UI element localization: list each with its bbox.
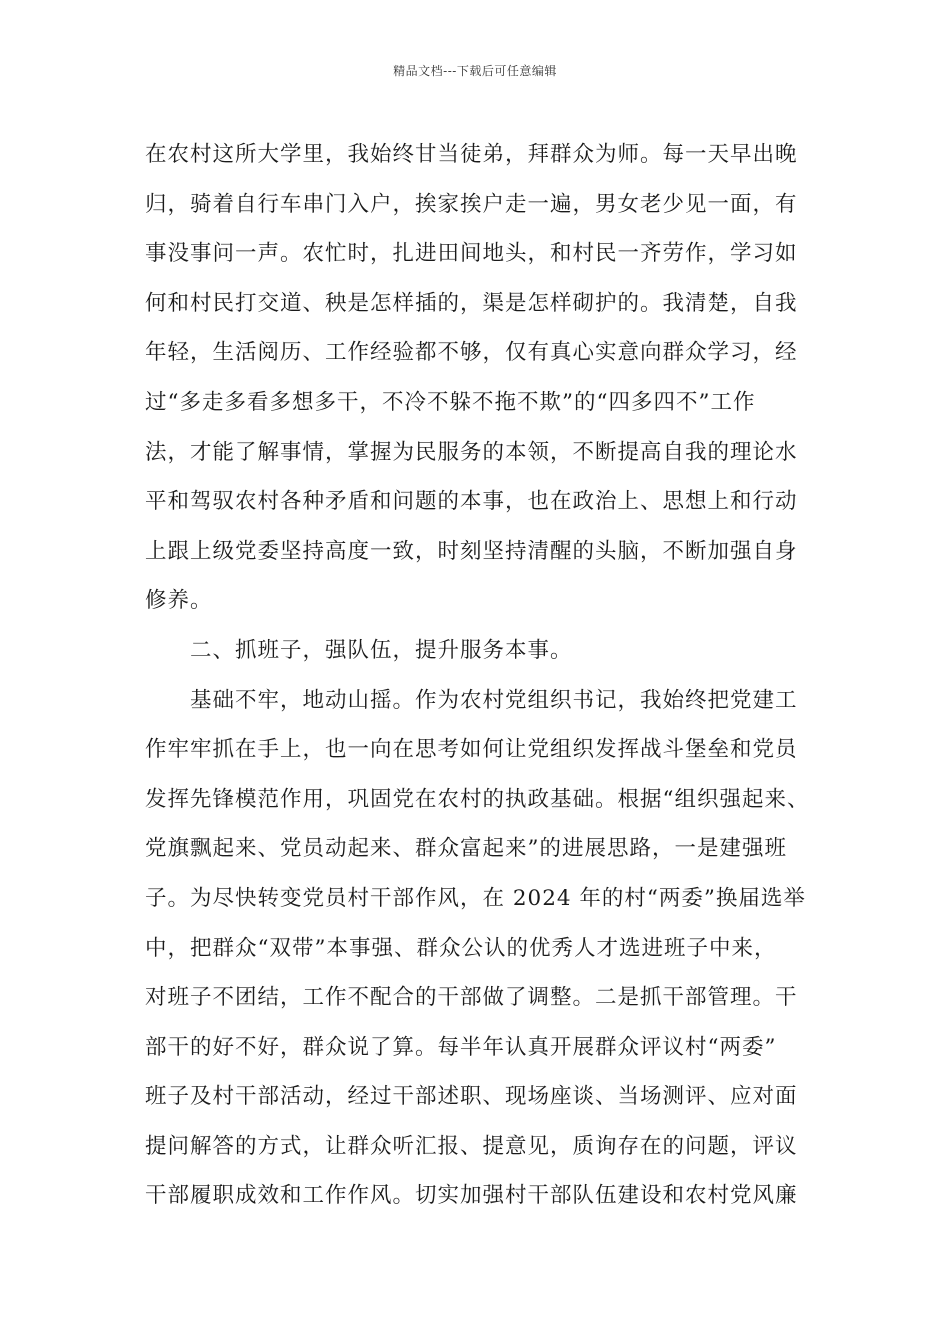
text-line: 年轻，生活阅历、工作经验都不够，仅有真心实意向群众学习，经 — [145, 340, 798, 366]
text-line: 部干的好不好，群众说了算。每半年认真开展群众评议村“两委” — [145, 1034, 777, 1060]
text-line: 归，骑着自行车串门入户，挨家挨户走一遍，男女老少见一面，有 — [145, 191, 798, 217]
text-line: 提问解答的方式，让群众听汇报、提意见，质询存在的问题，评议 — [145, 1133, 798, 1159]
text-line: 过“多走多看多想多干，不冷不躲不拖不欺”的“四多四不”工作 — [145, 389, 756, 415]
text-line: 作牢牢抓在手上，也一向在思考如何让党组织发挥战斗堡垒和党员 — [145, 737, 798, 763]
text-line: 法，才能了解事情，掌握为民服务的本领，不断提高自我的理论水 — [145, 439, 798, 465]
page-header: 精品文档---下载后可任意编辑 — [393, 64, 557, 78]
text-line: 班子及村干部活动，经过干部述职、现场座谈、当场测评、应对面 — [145, 1084, 798, 1110]
text-line: 对班子不团结，工作不配合的干部做了调整。二是抓干部管理。干 — [145, 985, 798, 1011]
text-line: 党旗飘起来、党员动起来、群众富起来”的进展思路，一是建强班 — [145, 836, 787, 862]
section-heading: 二、抓班子，强队伍，提升服务本事。 — [190, 637, 573, 663]
text-line: 干部履职成效和工作作风。切实加强村干部队伍建设和农村党风廉 — [145, 1183, 798, 1209]
text-line: 在农村这所大学里，我始终甘当徒弟，拜群众为师。每一天早出晚 — [145, 142, 798, 167]
text-line: 平和驾驭农村各种矛盾和问题的本事，也在政治上、思想上和行动 — [145, 489, 798, 515]
text-line: 基础不牢，地动山摇。作为农村党组织书记，我始终把党建工 — [190, 687, 798, 713]
text-line: 何和村民打交道、秧是怎样插的，渠是怎样砌护的。我清楚，自我 — [145, 290, 798, 316]
text-line: 上跟上级党委坚持高度一致，时刻坚持清醒的头脑，不断加强自身 — [145, 538, 798, 564]
text-line: 子。为尽快转变党员村干部作风，在 2024 年的村“两委”换届选举 — [145, 885, 806, 911]
text-line: 事没事问一声。农忙时，扎进田间地头，和村民一齐劳作，学习如 — [145, 241, 798, 267]
text-line: 中，把群众“双带”本事强、群众公认的优秀人才选进班子中来， — [145, 935, 777, 961]
body-text — [145, 130, 810, 1221]
text-line: 修养。 — [145, 588, 213, 614]
text-line: 发挥先锋模范作用，巩固党在农村的执政基础。根据“组织强起来、 — [145, 786, 810, 812]
